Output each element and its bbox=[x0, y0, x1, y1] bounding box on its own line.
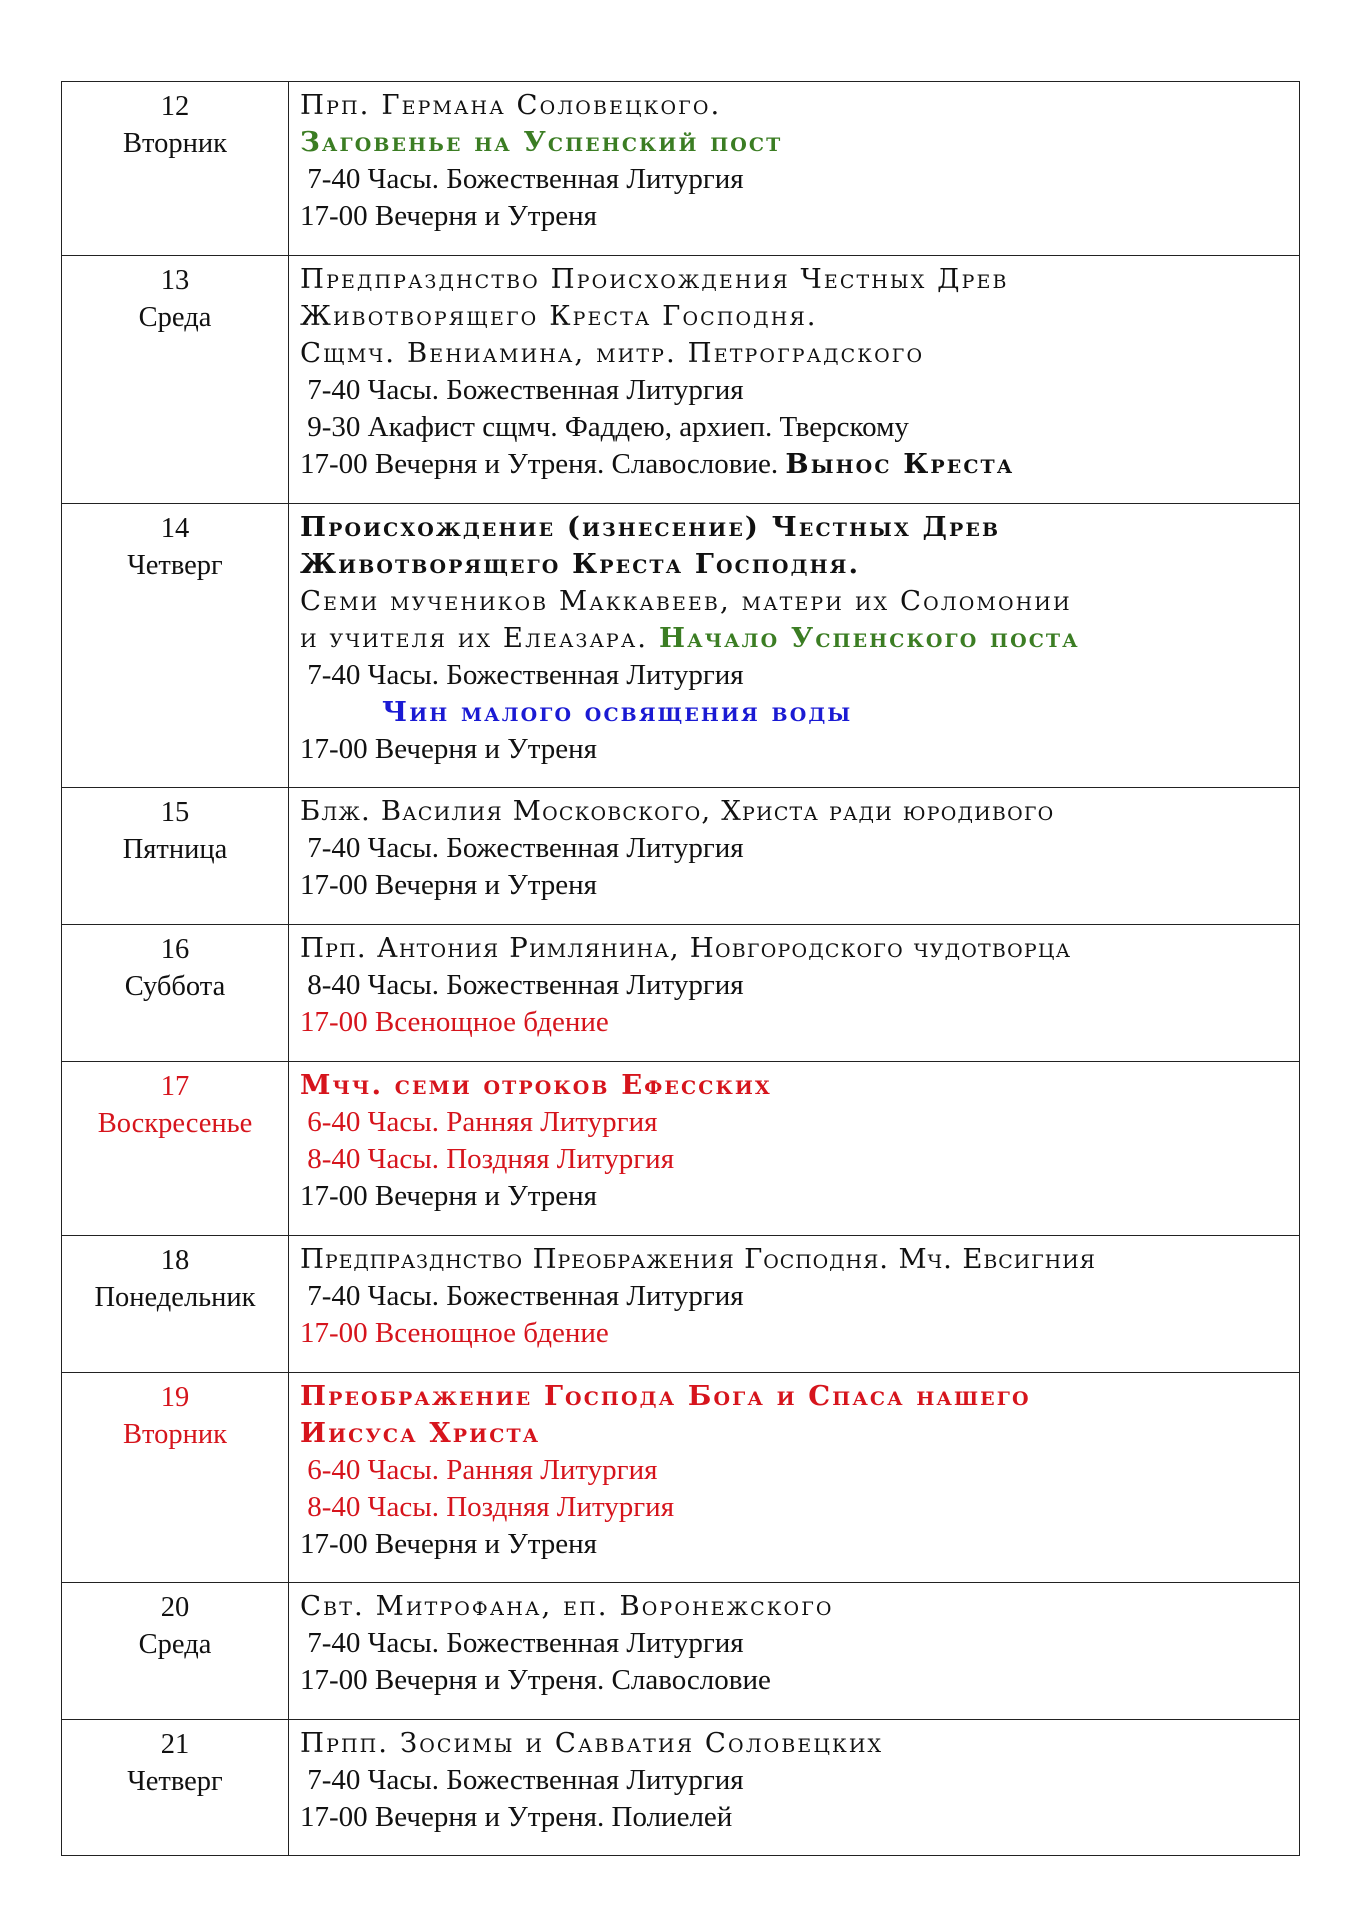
weekday: Четверг bbox=[127, 550, 223, 581]
saint-text: и учителя их Елеазара. bbox=[300, 622, 649, 654]
day-number: 21 bbox=[160, 1729, 190, 1760]
service-line: 7-40 Часы. Божественная Литургия bbox=[300, 374, 744, 406]
service-line: 17-00 Вечерня и Утреня bbox=[300, 200, 598, 232]
service-line: 6-40 Часы. Ранняя Литургия bbox=[300, 1106, 658, 1138]
day-row-21 bbox=[62, 1720, 1300, 1856]
day-row-18 bbox=[62, 1236, 1300, 1373]
date-cell bbox=[62, 82, 289, 256]
service-line: 7-40 Часы. Божественная Литургия bbox=[300, 1627, 744, 1659]
day-number: 12 bbox=[160, 91, 190, 122]
weekday: Суббота bbox=[124, 971, 226, 1002]
date-cell bbox=[62, 1720, 289, 1856]
day-number: 16 bbox=[160, 934, 190, 965]
vigil-line: 17-00 Всенощное бдение bbox=[300, 1006, 609, 1038]
date-cell bbox=[62, 1062, 289, 1236]
day-row-20 bbox=[62, 1583, 1300, 1720]
schedule-table bbox=[61, 81, 1300, 1856]
date-cell bbox=[62, 788, 289, 925]
service-line: 17-00 Вечерня и Утреня. Славословие bbox=[300, 1664, 771, 1696]
service-line: 7-40 Часы. Божественная Литургия bbox=[300, 163, 744, 195]
saint-line: Прп. Антония Римлянина, Новгородского чудотворца bbox=[300, 932, 1072, 964]
service-line bbox=[300, 446, 1299, 483]
service-line: 8-40 Часы. Поздняя Литургия bbox=[300, 1491, 675, 1523]
info-cell bbox=[289, 925, 1300, 1062]
service-line: 6-40 Часы. Ранняя Литургия bbox=[300, 1454, 658, 1486]
fast-start-label: Начало Успенского поста bbox=[659, 622, 1080, 654]
feast-line: Животворящего Креста Господня. bbox=[300, 300, 818, 332]
water-blessing-line: Чин малого освящения воды bbox=[382, 696, 853, 728]
service-line: 9-30 Акафист сщмч. Фаддею, архиеп. Тверскому bbox=[300, 411, 909, 443]
service-line: 17-00 Вечерня и Утреня bbox=[300, 1180, 598, 1212]
service-line: 7-40 Часы. Божественная Литургия bbox=[300, 1280, 744, 1312]
day-row-17 bbox=[62, 1062, 1300, 1236]
day-row-12 bbox=[62, 82, 1300, 256]
info-cell bbox=[289, 1720, 1300, 1856]
weekday: Вторник bbox=[123, 1419, 227, 1450]
day-row-15 bbox=[62, 788, 1300, 925]
day-number: 14 bbox=[160, 513, 190, 544]
day-row-19 bbox=[62, 1373, 1300, 1583]
saint-line: Свт. Митрофана, еп. Воронежского bbox=[300, 1590, 834, 1622]
weekday: Вторник bbox=[123, 128, 227, 159]
service-line: 7-40 Часы. Божественная Литургия bbox=[300, 659, 744, 691]
day-number: 13 bbox=[160, 265, 190, 296]
weekday: Понедельник bbox=[94, 1282, 256, 1313]
day-row-14 bbox=[62, 504, 1300, 788]
info-cell bbox=[289, 1236, 1300, 1373]
weekday: Пятница bbox=[122, 834, 228, 865]
weekday: Среда bbox=[138, 1629, 212, 1660]
day-number: 15 bbox=[160, 797, 190, 828]
date-cell bbox=[62, 504, 289, 788]
service-line: 7-40 Часы. Божественная Литургия bbox=[300, 832, 744, 864]
info-cell bbox=[289, 504, 1300, 788]
day-row-16 bbox=[62, 925, 1300, 1062]
date-cell bbox=[62, 256, 289, 504]
info-cell bbox=[289, 256, 1300, 504]
saint-line: Сщмч. Вениамина, митр. Петроградского bbox=[300, 337, 925, 369]
saint-line: Прпп. Зосимы и Савватия Соловецких bbox=[300, 1727, 884, 1759]
feast-line: Происхождение (изнесение) Честных Древ bbox=[300, 511, 1001, 543]
service-line: 17-00 Вечерня и Утреня bbox=[300, 1528, 598, 1560]
feast-line: Предпразднство Преображения Господня. Мч. Евсигния bbox=[300, 1243, 1096, 1275]
saint-line bbox=[300, 620, 1299, 657]
service-text: 17-00 Вечерня и Утреня. Славословие. bbox=[300, 448, 779, 480]
saint-line: Семи мучеников Маккавеев, матери их Соломонии bbox=[300, 585, 1072, 617]
service-line: 17-00 Вечерня и Утреня bbox=[300, 869, 598, 901]
day-number: 19 bbox=[160, 1382, 190, 1413]
weekday: Среда bbox=[138, 302, 212, 333]
info-cell bbox=[289, 788, 1300, 925]
weekday: Воскресенье bbox=[97, 1108, 253, 1139]
day-number: 18 bbox=[160, 1245, 190, 1276]
date-cell bbox=[62, 1236, 289, 1373]
day-row-13 bbox=[62, 256, 1300, 504]
cross-procession-label: Вынос Креста bbox=[785, 448, 1015, 480]
service-line: 8-40 Часы. Божественная Литургия bbox=[300, 969, 744, 1001]
info-cell bbox=[289, 1583, 1300, 1720]
feast-line: Животворящего Креста Господня. bbox=[300, 548, 861, 580]
feast-line: Мчч. семи отроков Ефесских bbox=[300, 1069, 772, 1101]
saint-line: Прп. Германа Соловецкого. bbox=[300, 89, 722, 121]
date-cell bbox=[62, 925, 289, 1062]
service-line: 7-40 Часы. Божественная Литургия bbox=[300, 1764, 744, 1796]
vigil-line: 17-00 Всенощное бдение bbox=[300, 1317, 609, 1349]
feast-line: Преображение Господа Бога и Спаса нашего bbox=[300, 1380, 1031, 1412]
date-cell bbox=[62, 1373, 289, 1583]
feast-line: Иисуса Христа bbox=[300, 1417, 541, 1449]
fast-eve-line: Заговенье на Успенский пост bbox=[300, 126, 783, 158]
date-cell bbox=[62, 1583, 289, 1720]
service-line: 8-40 Часы. Поздняя Литургия bbox=[300, 1143, 675, 1175]
weekday: Четверг bbox=[127, 1766, 223, 1797]
info-cell bbox=[289, 1062, 1300, 1236]
day-number: 17 bbox=[160, 1071, 190, 1102]
service-line: 17-00 Вечерня и Утреня. Полиелей bbox=[300, 1801, 733, 1833]
day-number: 20 bbox=[160, 1592, 190, 1623]
service-line: 17-00 Вечерня и Утреня bbox=[300, 733, 598, 765]
saint-line: Блж. Василия Московского, Христа ради юродивого bbox=[300, 795, 1055, 827]
info-cell bbox=[289, 1373, 1300, 1583]
info-cell bbox=[289, 82, 1300, 256]
feast-line: Предпразднство Происхождения Честных Древ bbox=[300, 263, 1009, 295]
